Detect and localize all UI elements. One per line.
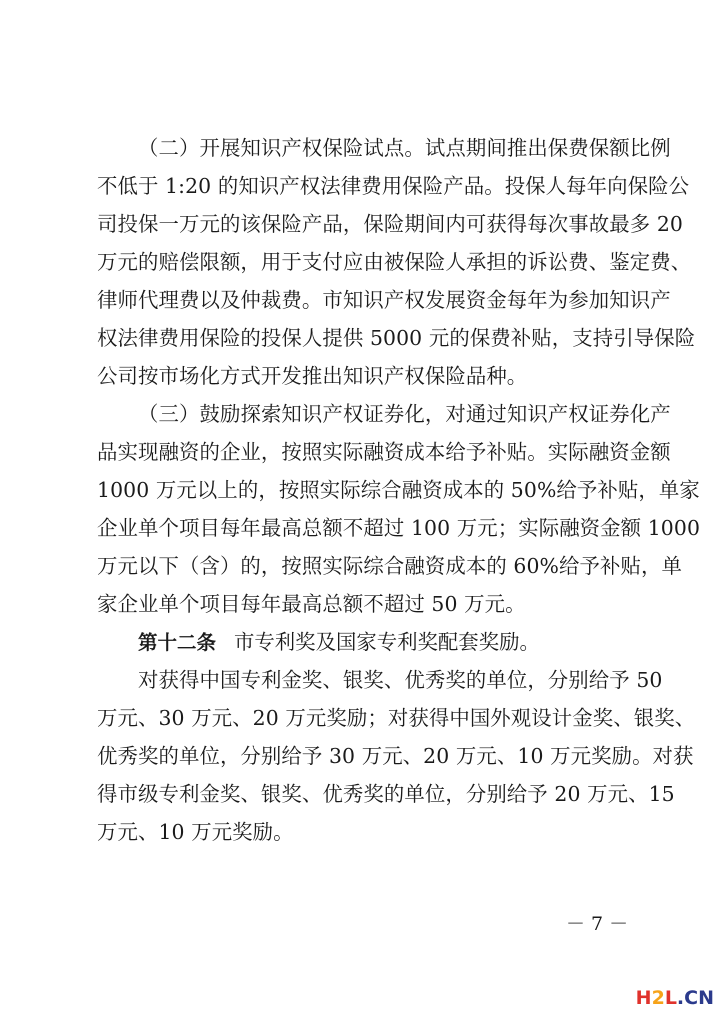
paragraph-line: 品实现融资的企业，按照实际融资成本给予补贴。实际融资金额 xyxy=(97,440,671,464)
watermark-part: L xyxy=(664,987,677,1009)
watermark-logo xyxy=(618,984,714,1012)
paragraph-line: （二）开展知识产权保险试点。试点期间推出保费保额比例 xyxy=(138,136,671,160)
watermark-part: .CN xyxy=(676,987,714,1009)
page-number: － 7 － xyxy=(566,913,629,935)
paragraph-line: 优秀奖的单位，分别给予 30 万元、20 万元、10 万元奖励。对获 xyxy=(97,744,694,768)
paragraph-line: 对获得中国专利金奖、银奖、优秀奖的单位，分别给予 50 xyxy=(138,668,663,692)
watermark-part: 2 xyxy=(651,987,665,1009)
paragraph-line: 万元、10 万元奖励。 xyxy=(97,820,294,844)
article-heading xyxy=(138,629,540,656)
paragraph-line: 司投保一万元的该保险产品，保险期间内可获得每次事故最多 20 xyxy=(97,212,683,236)
paragraph-line: 家企业单个项目每年最高总额不超过 50 万元。 xyxy=(97,592,526,616)
paragraph-line: 1000 万元以上的，按照实际综合融资成本的 50%给予补贴，单家 xyxy=(97,478,700,502)
paragraph-line: 万元以下（含）的，按照实际综合融资成本的 60%给予补贴，单 xyxy=(97,554,682,578)
article-subject: 市专利奖及国家专利奖配套奖励。 xyxy=(234,630,540,654)
watermark-part: H xyxy=(635,987,652,1009)
paragraph-line: 律师代理费以及仲裁费。市知识产权发展资金每年为参加知识产 xyxy=(97,288,671,312)
paragraph-line: 权法律费用保险的投保人提供 5000 元的保费补贴，支持引导保险 xyxy=(97,326,696,350)
article-number: 第十二条 xyxy=(138,631,217,654)
paragraph-line: （三）鼓励探索知识产权证券化，对通过知识产权证券化产 xyxy=(138,402,671,426)
paragraph-line: 不低于 1:20 的知识产权法律费用保险产品。投保人每年向保险公 xyxy=(97,174,690,198)
paragraph-line: 得市级专利金奖、银奖、优秀奖的单位，分别给予 20 万元、15 xyxy=(97,782,675,806)
paragraph-line: 企业单个项目每年最高总额不超过 100 万元；实际融资金额 1000 xyxy=(97,516,701,540)
paragraph-line: 公司按市场化方式开发推出知识产权保险品种。 xyxy=(97,364,528,388)
paragraph-line: 万元的赔偿限额，用于支付应由被保险人承担的诉讼费、鉴定费、 xyxy=(97,250,692,274)
paragraph-line: 万元、30 万元、20 万元奖励；对获得中国外观设计金奖、银奖、 xyxy=(97,706,696,730)
